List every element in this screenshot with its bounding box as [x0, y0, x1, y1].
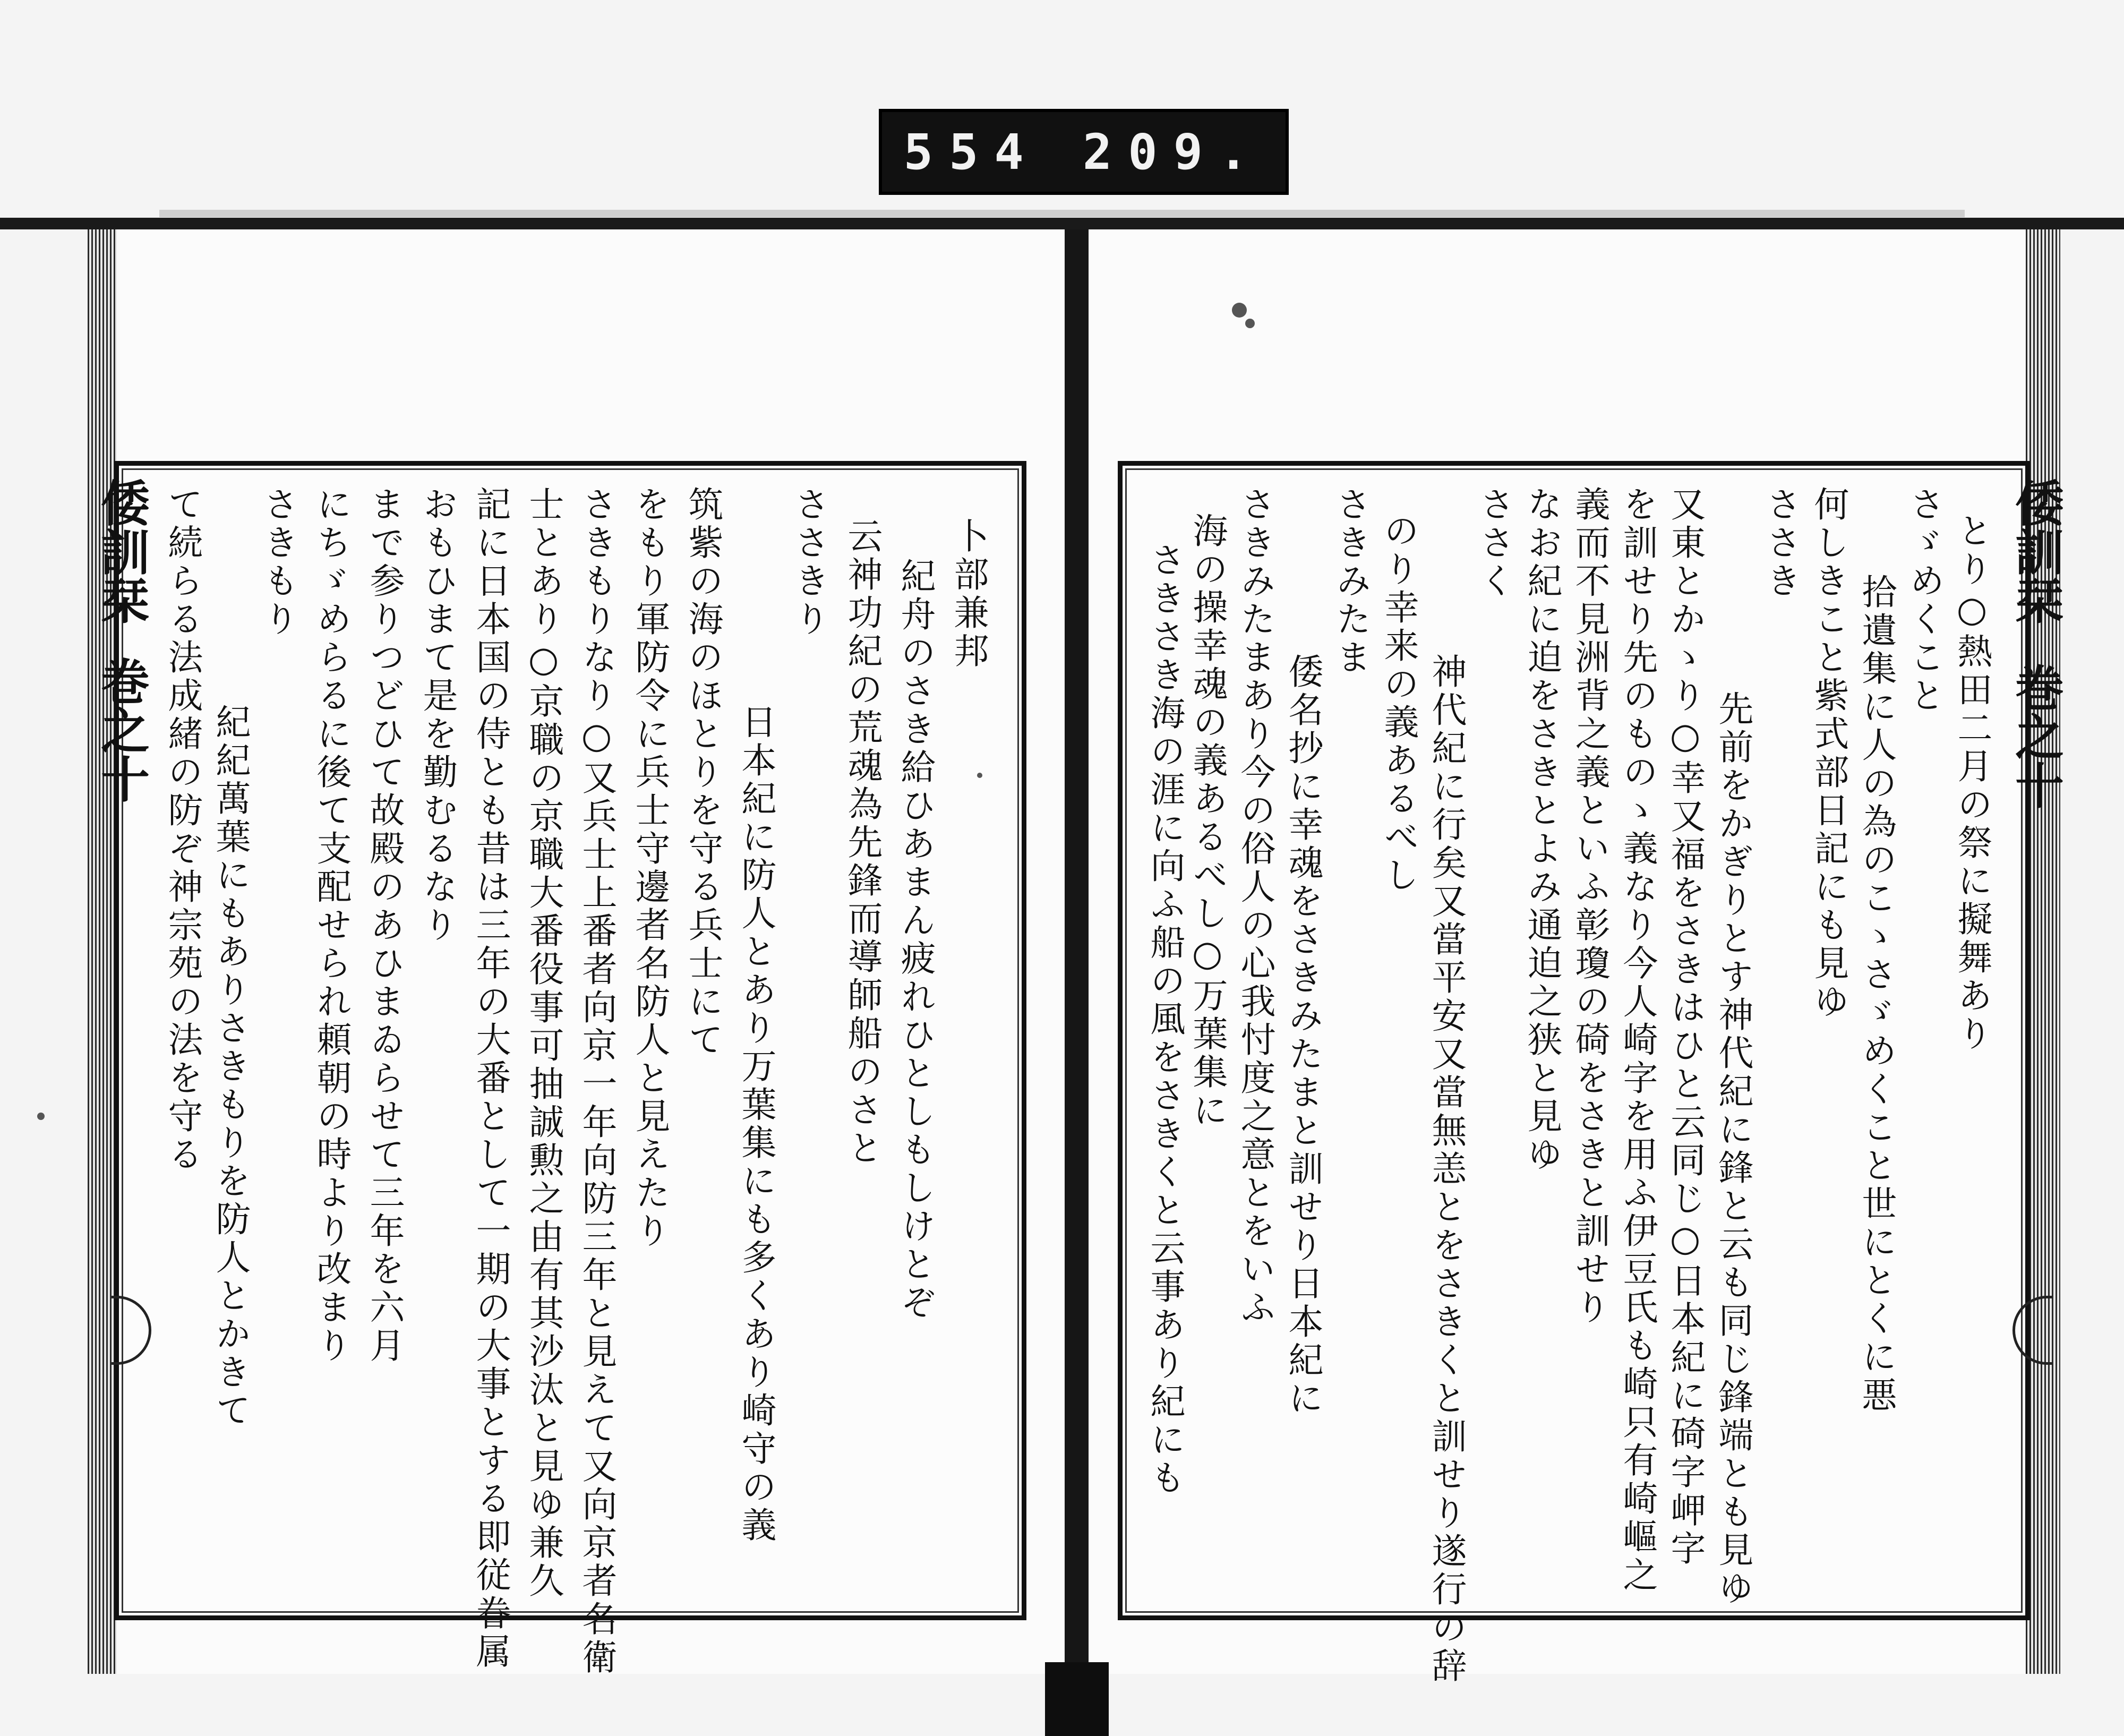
- left-col-6: 筑紫の海のほとりを守る兵士にて: [682, 486, 723, 1059]
- left-col-15: 紀紀萬葉にもありさきもりを防人とかきて: [210, 704, 251, 1430]
- left-margin-title-text: 倭訓栞: [93, 478, 150, 625]
- left-text-frame: [114, 461, 1026, 1677]
- right-col-10: なお紀に迫をさきとよみ通迫之狭と見ゆ: [1521, 486, 1562, 1174]
- spine-foot: [1045, 1662, 1109, 1736]
- right-col-13: のり幸来の義あるべし: [1378, 512, 1419, 895]
- film-label-right: 209.: [1082, 123, 1264, 181]
- right-col-16: さきみたまあり今の俗人の心我忖度之意とをいふ: [1235, 486, 1275, 1327]
- top-rule-shadow: [159, 210, 1965, 217]
- scan-speck: [977, 773, 982, 778]
- top-rule: [0, 218, 2124, 229]
- right-col-8: を訓せり先のものゝ義なり今人崎字を用ふ伊豆氏も崎只有崎嶇之: [1617, 486, 1658, 1595]
- left-col-7: をもり軍防令に兵士守邊者名防人と見えたり: [629, 486, 670, 1251]
- right-col-11: ささく: [1474, 486, 1514, 601]
- right-col-15: 倭名抄に幸魂をさきみたまと訓せり日本紀に: [1282, 653, 1323, 1418]
- right-col-7: 又東とかゝり○幸又福をさきはひと云同じ○日本紀に碕字岬字: [1665, 486, 1706, 1568]
- right-margin-volume: 巻之十: [2007, 663, 2065, 810]
- left-margin-volume: 巻之十: [93, 656, 150, 803]
- right-col-2: さゞめくこと: [1904, 486, 1945, 715]
- film-label: [879, 109, 1289, 195]
- left-col-16: て続らる法成緒の防ぞ神宗苑の法を守る: [162, 486, 203, 1174]
- right-col-14: さきみたま: [1330, 486, 1371, 677]
- right-margin-title: [2007, 478, 2071, 1009]
- left-col-10: 記に日本国の侍とも昔は三年の大番として一期の大事とする即従眷属: [470, 486, 511, 1671]
- left-col-11: おもひまて是を勤むるなり: [417, 486, 458, 945]
- right-col-9: 義而不見洲背之義といふ彰瓊の碕をさきと訓せり: [1569, 486, 1610, 1327]
- left-col-2: 紀舟のさき給ひあまん疲れひとしもしけとぞ: [895, 558, 936, 1322]
- left-col-12: まで参りつどひて故殿のあひまゐらせて三年を六月: [364, 486, 405, 1365]
- scan-speck: [37, 1113, 45, 1120]
- left-col-9: 士とあり○京職の京職大番役事可抽誠勲之由有其沙汰と見ゆ兼久: [523, 486, 564, 1601]
- right-col-17: 海の操幸魂の義あるべし○万葉集に: [1187, 512, 1228, 1130]
- right-margin-title-text: 倭訓栞: [2007, 478, 2065, 625]
- scan-speck: [1232, 303, 1247, 318]
- book-spine: [1065, 229, 1089, 1736]
- film-label-left: 554: [903, 123, 1040, 181]
- left-col-4: ささきり: [789, 486, 829, 639]
- left-col-13: にちゞめらるに後て支配せられ頼朝の時より改まり: [311, 486, 352, 1365]
- left-col-3: 云神功紀の荒魂為先鋒而導師船のさと: [842, 518, 883, 1168]
- left-col-8: さきもりなり○又兵士上番者向京一年向防三年と見えて又向京者名衛: [576, 486, 617, 1677]
- right-col-3: 拾遺集に人の為のこゝさゞめくこと世にとくに悪: [1856, 574, 1897, 1415]
- scan-speck: [1245, 319, 1255, 328]
- right-col-5: ささき: [1760, 486, 1801, 601]
- left-margin-title: [93, 478, 157, 1604]
- right-col-18: さきさき海の涯に向ふ船の風をさきくと云事あり紀にも: [1144, 542, 1185, 1498]
- right-col-4: 何しきこと紫式部日記にも見ゆ: [1808, 486, 1849, 1021]
- right-col-6: 先前をかぎりとす神代紀に鋒と云も同じ鋒端とも見ゆ: [1712, 690, 1753, 1608]
- left-col-14: さきもり: [258, 486, 298, 639]
- left-col-1: 卜部兼邦: [948, 518, 989, 671]
- left-col-5: 日本紀に防人とあり万葉集にも多くあり崎守の義: [735, 704, 776, 1545]
- right-col-1: とり○熱田二月の祭に擬舞あり: [1951, 512, 1992, 1054]
- right-col-12: 神代紀に行矣又當平安又當無恙とをさきくと訓せり遂行の辞: [1426, 653, 1467, 1686]
